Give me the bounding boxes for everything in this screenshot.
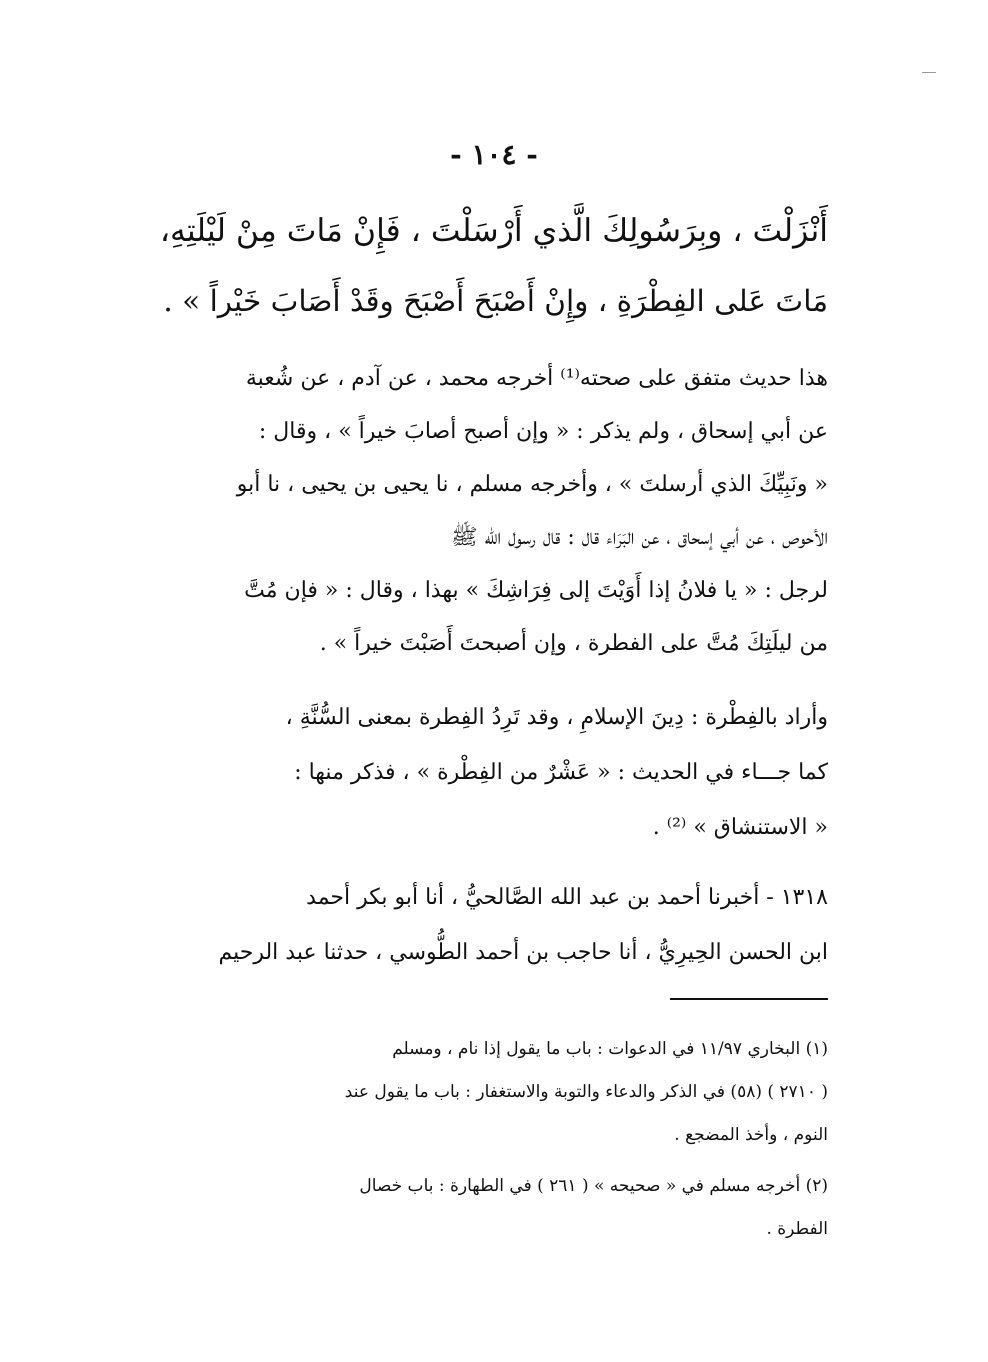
paragraph-line: « الاستنشاق » ⁽²⁾ .	[652, 815, 828, 840]
paragraph-line: كما جـــاء في الحديث : « عَشْرٌ من الفِطْرة » ، فذكر منها :	[294, 760, 828, 785]
hadith-line: مَاتَ عَلى الفِطْرَةِ ، وإِنْ أَصْبَحَ أَصْبَحَ وقَدْ أَصَابَ خَيْراً » .	[163, 284, 828, 318]
paragraph-line: عن أبي إسحاق ، ولم يذكر : « وإن أصبح أصابَ خيراً » ، وقال :	[258, 419, 828, 444]
footnote-line: الفطرة .	[766, 1219, 828, 1239]
paragraph-line: من ليلَتِكَ مُتَّ على الفطرة ، وإن أصبحتَ أَصَبْتَ خيراً » .	[319, 631, 828, 656]
footnote-line: (٢) أخرجه مسلم في « صحيحه » ( ٢٦١ ) في الطهارة : باب خصال	[359, 1176, 828, 1196]
footnote-line: النوم ، وأخذ المضجع .	[674, 1125, 828, 1145]
hadith-text	[158, 196, 828, 336]
page-number: - ١٠٤ -	[450, 138, 538, 171]
paragraph-line: وأراد بالفِطْرة : دِينَ الإسلامِ ، وقد تَرِدُ الفِطرة بمعنى السُّنَّةِ ،	[285, 705, 828, 730]
paragraph-line: ١٣١٨ - أخبرنا أحمد بن عبد الله الصَّالحيُّ ، أنا أبو بكر أحمد	[306, 885, 828, 910]
paragraph-line: الأحوص ، عن أبي إسحاق ، عن البَرَاء قال : قال رسول الله ﷺ	[451, 525, 828, 550]
footnote-divider	[670, 998, 828, 1000]
commentary-paragraph	[158, 352, 828, 670]
paragraph-line: لرجل : « يا فلانُ إذا أَوَيْتَ إلى فِرَاشِكَ » بهذا ، وقال : « فإن مُتَّ	[244, 578, 828, 603]
footnote-line: (١) البخاري ١١/٩٧ في الدعوات : باب ما يقول إذا نام ، ومسلم	[392, 1039, 828, 1059]
footnote-1	[168, 1028, 828, 1157]
scan-mark	[922, 72, 936, 73]
paragraph-line: « ونَبِيِّكَ الذي أرسلتَ » ، وأخرجه مسلم ، نا يحيى بن يحيى ، نا أبو	[236, 472, 828, 497]
fitra-explanation-paragraph	[158, 690, 828, 855]
paragraph-line: ابن الحسن الحِيرِيُّ ، أنا حاجب بن أحمد الطُّوسي ، حدثنا عبد الرحيم	[218, 940, 828, 965]
hadith-chain-paragraph	[158, 870, 828, 980]
footnote-2	[168, 1165, 828, 1251]
footnote-line: ( ٢٧١٠ ) (٥٨) في الذكر والدعاء والتوبة والاستغفار : باب ما يقول عند	[344, 1082, 828, 1102]
paragraph-line: هذا حديث متفق على صحته⁽¹⁾ أخرجه محمد ، عن آدم ، عن شُعبة	[245, 366, 828, 391]
hadith-line: أَنْزَلْتَ ، وبِرَسُولِكَ الَّذي أَرْسَلْتَ ، فَإِنْ مَاتَ مِنْ لَيْلَتِهِ،	[159, 213, 828, 249]
